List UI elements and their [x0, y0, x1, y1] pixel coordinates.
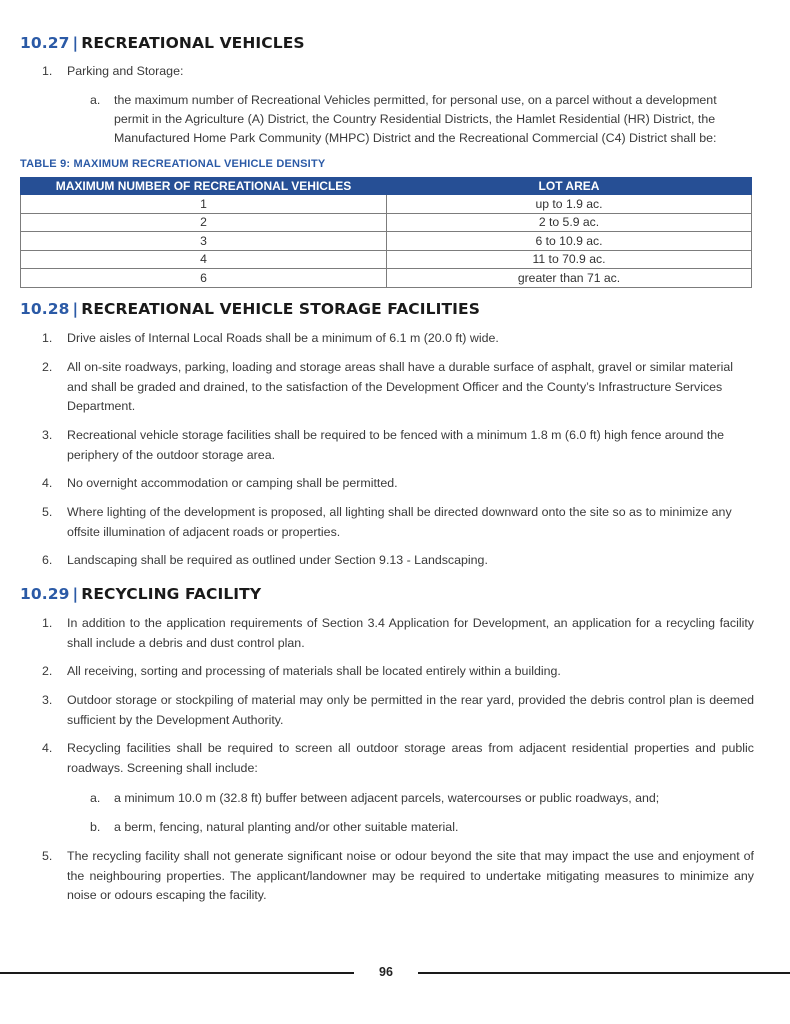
column-header: LOT AREA — [387, 178, 752, 195]
list-item — [42, 691, 754, 730]
heading-divider: | — [72, 34, 79, 52]
list-number: 1. — [42, 331, 53, 345]
sub-list-text: a berm, fencing, natural planting and/or other suitable material. — [114, 820, 459, 834]
list-item — [42, 551, 754, 571]
list-item — [42, 614, 754, 653]
section-title: RECREATIONAL VEHICLES — [81, 34, 305, 52]
list-item — [42, 358, 754, 417]
list-number: 4. — [42, 476, 53, 490]
list-text: All on-site roadways, parking, loading and storage areas shall have a durable surface of asphalt, gravel or similar material and shall be graded and drained, to the satisfaction of the Development Officer and the County’s Infrastructure Services Department. — [67, 360, 734, 413]
section-title: RECYCLING FACILITY — [81, 585, 262, 603]
table-cell: 6 — [21, 269, 387, 288]
heading-divider: | — [72, 585, 79, 603]
table-row — [21, 269, 752, 288]
list-item — [42, 662, 754, 682]
list-item — [42, 739, 754, 778]
list-item — [42, 62, 754, 82]
list-text: Parking and Storage: — [67, 64, 184, 78]
heading-divider: | — [72, 300, 79, 318]
list-number: 6. — [42, 553, 53, 567]
list-item — [42, 329, 754, 349]
list-item — [42, 847, 754, 906]
table-cell: 11 to 70.9 ac. — [387, 250, 752, 269]
list-number: 1. — [42, 616, 53, 630]
table-row — [21, 250, 752, 269]
table-title: TABLE 9: MAXIMUM RECREATIONAL VEHICLE DENSITY — [20, 158, 326, 170]
section-number: 10.27 — [20, 34, 70, 52]
list-number: 5. — [42, 505, 53, 519]
column-header: MAXIMUM NUMBER OF RECREATIONAL VEHICLES — [21, 178, 387, 195]
list-item — [42, 426, 754, 465]
section-heading-10-29 — [20, 585, 261, 603]
sub-list-item — [90, 789, 754, 808]
table-cell: 6 to 10.9 ac. — [387, 232, 752, 251]
table-cell: 2 to 5.9 ac. — [387, 213, 752, 232]
table-cell: 3 — [21, 232, 387, 251]
table-cell: 4 — [21, 250, 387, 269]
sub-list-item — [90, 91, 754, 148]
list-text: In addition to the application requirements of Section 3.4 Application for Development, an application for a recycling facility shall include a debris and dust control plan. — [67, 616, 754, 650]
footer-rule-right — [418, 972, 790, 974]
table-cell: greater than 71 ac. — [387, 269, 752, 288]
table-cell: 1 — [21, 195, 387, 214]
section-heading-10-28 — [20, 300, 480, 318]
section-number: 10.29 — [20, 585, 70, 603]
footer-rule-left — [0, 972, 354, 974]
table-row — [21, 232, 752, 251]
table-cell: up to 1.9 ac. — [387, 195, 752, 214]
rv-density-table — [20, 177, 752, 288]
list-text: Outdoor storage or stockpiling of material may only be permitted in the rear yard, provided the debris control plan is deemed sufficient by the Development Authority. — [67, 693, 754, 727]
list-item — [42, 503, 754, 542]
sub-list-text: a minimum 10.0 m (32.8 ft) buffer between adjacent parcels, watercourses or public roadways, and; — [114, 791, 660, 805]
list-number: 3. — [42, 428, 53, 442]
list-text: All receiving, sorting and processing of materials shall be located entirely within a building. — [67, 664, 561, 678]
list-item — [42, 474, 754, 494]
sub-list-letter: b. — [90, 820, 101, 834]
table-row — [21, 195, 752, 214]
table-header-row — [21, 178, 752, 195]
section-number: 10.28 — [20, 300, 70, 318]
list-text: Where lighting of the development is proposed, all lighting shall be directed downward onto the site so as to minimize any offsite illumination of adjacent roads or properties. — [67, 505, 732, 539]
sub-list-item — [90, 818, 754, 837]
sub-list-letter: a. — [90, 791, 101, 805]
list-number: 1. — [42, 64, 53, 78]
sub-list-letter: a. — [90, 93, 101, 107]
list-text: Drive aisles of Internal Local Roads shall be a minimum of 6.1 m (20.0 ft) wide. — [67, 331, 499, 345]
list-text: The recycling facility shall not generate significant noise or odour beyond the site that may impact the use and enjoyment of the neighbouring properties. The applicant/landowner may be required to undertake mitigating measures to minimize any noise or odours escaping the facility. — [67, 849, 754, 902]
section-title: RECREATIONAL VEHICLE STORAGE FACILITIES — [81, 300, 480, 318]
list-text: Recreational vehicle storage facilities shall be required to be fenced with a minimum 1.8 m (6.0 ft) high fence around the periphery of the outdoor storage area. — [67, 428, 725, 462]
list-number: 2. — [42, 664, 53, 678]
section-heading-10-27 — [20, 34, 305, 52]
list-number: 3. — [42, 693, 53, 707]
sub-list-text: the maximum number of Recreational Vehicles permitted, for personal use, on a parcel without a development permit in the Agriculture (A) District, the Country Residential Districts, the Hamlet Residential (HR) District, the Manufactured Home Park Community (MHPC) District and the Recreational Commercial (C4) District shall be: — [114, 93, 717, 145]
page-number: 96 — [379, 965, 393, 979]
list-number: 5. — [42, 849, 53, 863]
list-text: No overnight accommodation or camping shall be permitted. — [67, 476, 398, 490]
table-cell: 2 — [21, 213, 387, 232]
table-row — [21, 213, 752, 232]
list-number: 2. — [42, 360, 53, 374]
list-text: Recycling facilities shall be required to screen all outdoor storage areas from adjacent residential properties and public roadways. Screening shall include: — [67, 741, 754, 775]
list-text: Landscaping shall be required as outlined under Section 9.13 - Landscaping. — [67, 553, 488, 567]
list-number: 4. — [42, 741, 53, 755]
